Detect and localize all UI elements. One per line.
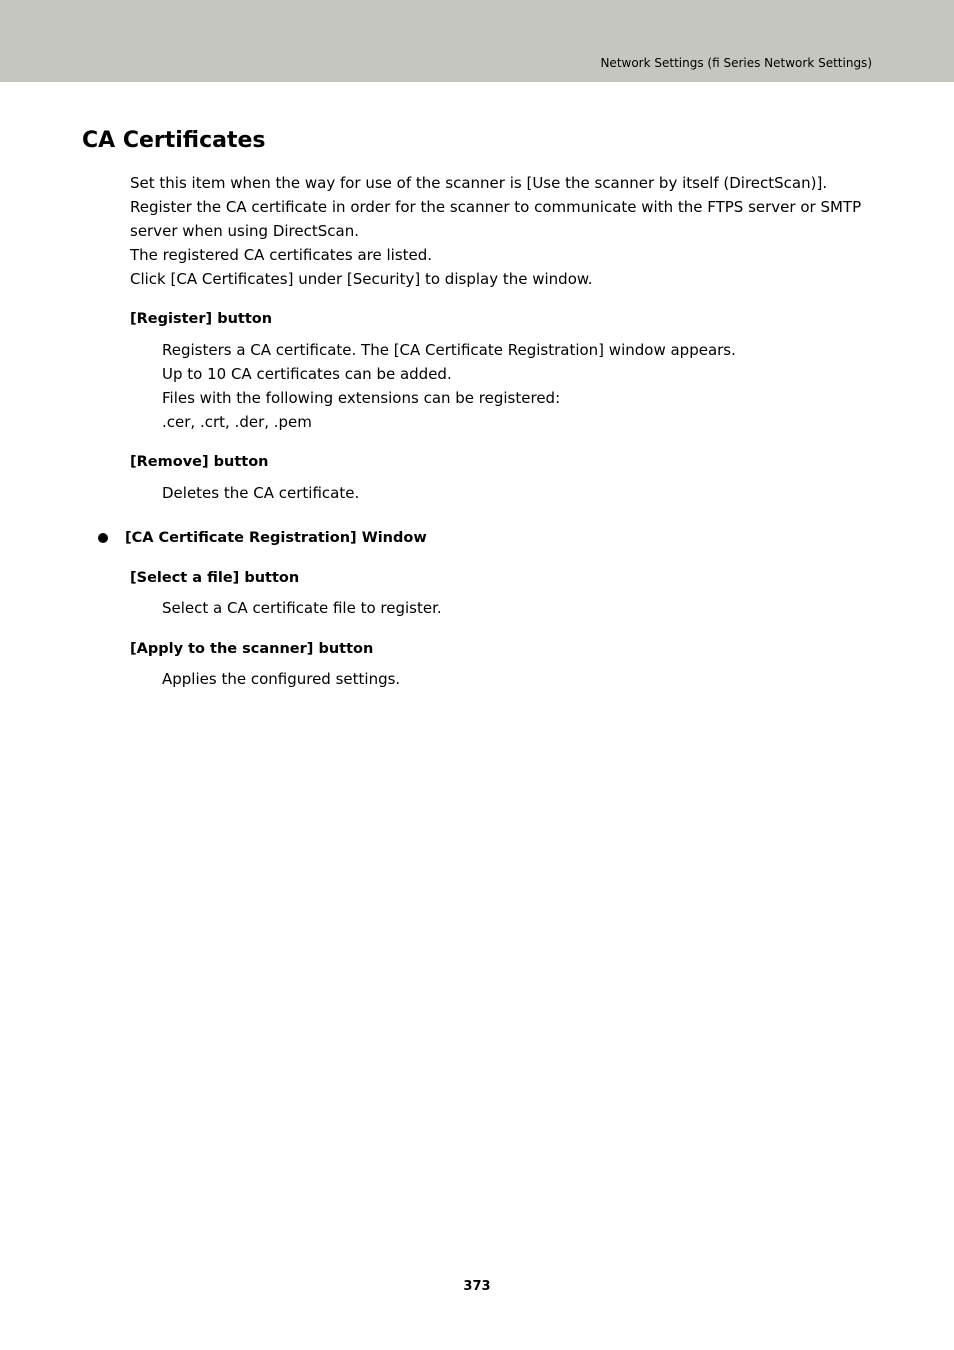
register-button-description [162,338,882,434]
intro-paragraph: Set this item when the way for use of the scanner is [Use the scanner by itself (DirectScan)]. [130,174,828,192]
register-button-heading: [Register] button [130,311,273,327]
description-line: Deletes the CA certificate. [162,484,360,502]
description-line: Files with the following extensions can be registered: [162,389,561,407]
description-line: .cer, .crt, .der, .pem [162,413,312,431]
intro-block [130,171,890,291]
intro-paragraph: Click [CA Certificates] under [Security] to display the window. [130,270,593,288]
page-number: 373 [463,1279,491,1294]
description-line: Registers a CA certificate. The [CA Certificate Registration] window appears. [162,341,736,359]
description-line: Applies the configured settings. [162,670,401,688]
apply-button-description [162,667,882,691]
intro-paragraph: Register the CA certificate in order for the scanner to communicate with the FTPS server or SMTP server when using DirectScan. [130,198,862,240]
header-band [0,0,954,82]
bullet-icon [98,533,108,543]
page-title: CA Certificates [82,128,266,153]
select-file-button-description [162,596,882,620]
window-section-heading [98,527,427,549]
description-line: Select a CA certificate file to register. [162,599,442,617]
remove-button-heading: [Remove] button [130,454,269,470]
select-file-button-heading: [Select a file] button [130,570,300,586]
window-section-title: [CA Certificate Registration] Window [125,530,427,546]
remove-button-description [162,481,882,505]
intro-paragraph: The registered CA certificates are listed. [130,246,433,264]
section-title: Network Settings (fi Series Network Settings) [600,56,872,70]
apply-button-heading: [Apply to the scanner] button [130,641,374,657]
description-line: Up to 10 CA certificates can be added. [162,365,452,383]
